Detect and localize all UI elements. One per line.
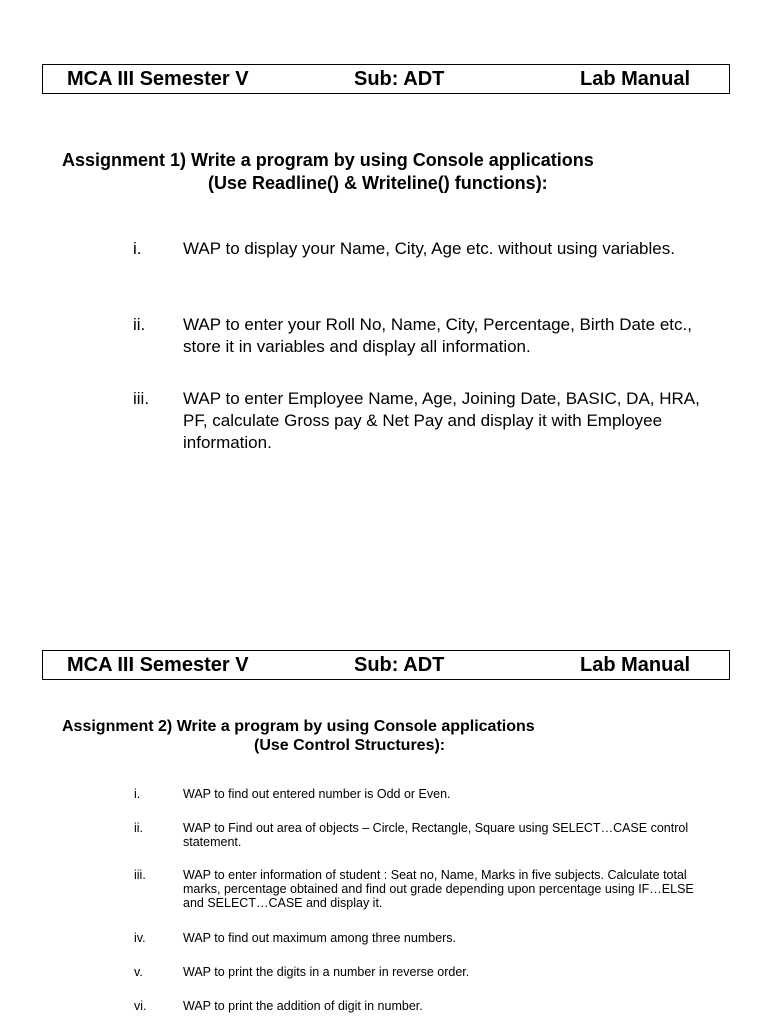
- list-item-text: WAP to find out maximum among three numbers.: [183, 931, 457, 945]
- list-item-text: WAP to enter your Roll No, Name, City, Percentage, Birth Date etc., store it in variables and display all information.: [183, 315, 692, 356]
- header-subject: Sub: ADT: [354, 654, 445, 676]
- assignment-2-title-line2: (Use Control Structures):: [254, 737, 446, 754]
- header-manual: Lab Manual: [580, 654, 691, 676]
- header-manual: Lab Manual: [580, 68, 691, 90]
- assignment-2-title: [62, 717, 682, 755]
- list-item-number: ii.: [134, 821, 144, 835]
- list-item-text: WAP to print the digits in a number in reverse order.: [183, 965, 470, 979]
- list-item-text: WAP to Find out area of objects – Circle, Rectangle, Square using SELECT…CASE control statement.: [183, 821, 689, 849]
- list-item-number: iii.: [133, 389, 150, 408]
- list-item-text: WAP to print the addition of digit in number.: [183, 999, 423, 1013]
- page-header: [42, 650, 730, 680]
- list-item-number: iii.: [134, 868, 146, 882]
- assignment-2-title-line1: Assignment 2) Write a program by using Console applications: [62, 718, 535, 735]
- list-item-text: WAP to enter Employee Name, Age, Joining Date, BASIC, DA, HRA, PF, calculate Gross pay & Net Pay and display it with Employee information.: [183, 389, 700, 452]
- list-item-text: WAP to enter information of student : Seat no, Name, Marks in five subjects. Calculate total marks, percentage obtained and find out grade depending upon percentage using IF…ELSE and SELECT…CASE and display it.: [183, 868, 694, 910]
- assignment-1-title-line2: (Use Readline() & Writeline() functions):: [208, 173, 548, 193]
- list-item-number: i.: [133, 239, 142, 258]
- list-item-text: WAP to display your Name, City, Age etc. without using variables.: [183, 239, 675, 258]
- list-item-number: ii.: [133, 315, 146, 334]
- page-header: [42, 64, 730, 94]
- list-item-number: v.: [134, 965, 143, 979]
- list-item-number: i.: [134, 787, 141, 801]
- list-item-number: vi.: [134, 999, 147, 1013]
- list-item-number: iv.: [134, 931, 146, 945]
- header-subject: Sub: ADT: [354, 68, 445, 90]
- assignment-1-title: [62, 149, 682, 195]
- header-course: MCA III Semester V: [67, 68, 249, 90]
- list-item-text: WAP to find out entered number is Odd or Even.: [183, 787, 451, 801]
- assignment-1-title-line1: Assignment 1) Write a program by using Console applications: [62, 150, 594, 170]
- header-course: MCA III Semester V: [67, 654, 249, 676]
